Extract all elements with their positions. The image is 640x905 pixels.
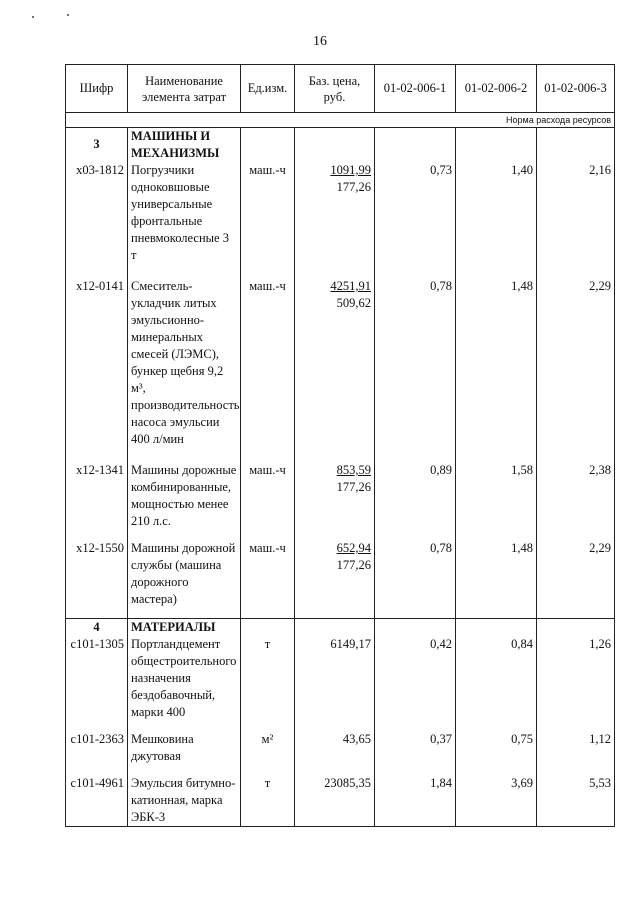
row-value-1: 0,89: [375, 462, 456, 540]
table-row: [66, 731, 615, 775]
price-main: 4251,91: [330, 279, 371, 293]
price-main: 652,94: [336, 541, 371, 555]
row-value-1: 0,78: [375, 540, 456, 619]
price-main: 1091,99: [330, 163, 371, 177]
header-code: Шифр: [66, 65, 128, 113]
row-value-3: 2,29: [537, 540, 615, 619]
header-norm-3: 01-02-006-3: [537, 65, 615, 113]
row-price: [295, 162, 375, 278]
header-unit: Ед.изм.: [241, 65, 295, 113]
section-number: 3: [66, 128, 128, 163]
row-value-3: 2,29: [537, 278, 615, 462]
header-name: Наименование элемента затрат: [128, 65, 241, 113]
price-main: 853,59: [336, 463, 371, 477]
header-norm-2: 01-02-006-2: [456, 65, 537, 113]
row-unit: маш.-ч: [241, 462, 295, 540]
row-value-1: 0,78: [375, 278, 456, 462]
row-price: [295, 462, 375, 540]
row-code: с101-1305: [66, 636, 128, 731]
row-value-2: 3,69: [456, 775, 537, 827]
table-row: [66, 162, 615, 278]
row-name: Машины дорожной службы (машина дорожного мастера): [128, 540, 241, 619]
row-value-1: 0,37: [375, 731, 456, 775]
table-row: [66, 462, 615, 540]
row-unit: маш.-ч: [241, 278, 295, 462]
row-unit: т: [241, 636, 295, 731]
row-value-2: 1,58: [456, 462, 537, 540]
row-value-2: 0,75: [456, 731, 537, 775]
section-header: [66, 128, 615, 163]
row-price: 43,65: [295, 731, 375, 775]
table-row: [66, 540, 615, 619]
norm-label: Норма расхода ресурсов: [66, 113, 615, 128]
section-number: 4: [66, 619, 128, 637]
scan-mark: [67, 14, 69, 16]
row-name: Машины дорожные комбинированные, мощностью менее 210 л.с.: [128, 462, 241, 540]
section-title: МАТЕРИАЛЫ: [128, 619, 241, 637]
norms-table: [65, 64, 615, 827]
row-value-2: 0,84: [456, 636, 537, 731]
section-header: [66, 619, 615, 637]
row-code: х03-1812: [66, 162, 128, 278]
row-value-3: 5,53: [537, 775, 615, 827]
price-sub: 177,26: [336, 558, 371, 572]
row-value-2: 1,40: [456, 162, 537, 278]
norm-label-row: [66, 113, 615, 128]
table-row: [66, 278, 615, 462]
row-code: х12-0141: [66, 278, 128, 462]
row-unit: маш.-ч: [241, 540, 295, 619]
header-row: [66, 65, 615, 113]
row-name: Портландцемент общестроительного назначения бездобавочный, марки 400: [128, 636, 241, 731]
row-name: Смеситель-укладчик литых эмульсионно-минеральных смесей (ЛЭМС), бункер щебня 9,2 м³, производительность насоса эмульсии 400 л/мин: [128, 278, 241, 462]
row-value-1: 0,73: [375, 162, 456, 278]
scan-mark: [32, 16, 34, 18]
row-price: 6149,17: [295, 636, 375, 731]
row-name: Эмульсия битумно-катионная, марка ЭБК-3: [128, 775, 241, 827]
row-unit: маш.-ч: [241, 162, 295, 278]
row-value-1: 1,84: [375, 775, 456, 827]
page-number: 16: [313, 34, 327, 49]
row-value-3: 1,26: [537, 636, 615, 731]
price-sub: 509,62: [336, 296, 371, 310]
row-value-2: 1,48: [456, 540, 537, 619]
row-name: Погрузчики одноковшовые универсальные фронтальные пневмоколесные 3 т: [128, 162, 241, 278]
row-code: с101-2363: [66, 731, 128, 775]
row-value-3: 2,38: [537, 462, 615, 540]
table-row: [66, 775, 615, 827]
row-unit: м²: [241, 731, 295, 775]
row-price: 23085,35: [295, 775, 375, 827]
row-price: [295, 278, 375, 462]
row-unit: т: [241, 775, 295, 827]
row-value-2: 1,48: [456, 278, 537, 462]
table-row: [66, 636, 615, 731]
header-price: Баз. цена, руб.: [295, 65, 375, 113]
price-sub: 177,26: [336, 480, 371, 494]
row-code: с101-4961: [66, 775, 128, 827]
row-value-3: 2,16: [537, 162, 615, 278]
row-name: Мешковина джутовая: [128, 731, 241, 775]
row-code: х12-1550: [66, 540, 128, 619]
price-sub: 177,26: [336, 180, 371, 194]
row-price: [295, 540, 375, 619]
row-value-3: 1,12: [537, 731, 615, 775]
row-value-1: 0,42: [375, 636, 456, 731]
row-code: х12-1341: [66, 462, 128, 540]
header-norm-1: 01-02-006-1: [375, 65, 456, 113]
section-title: МАШИНЫ И МЕХАНИЗМЫ: [128, 128, 241, 163]
